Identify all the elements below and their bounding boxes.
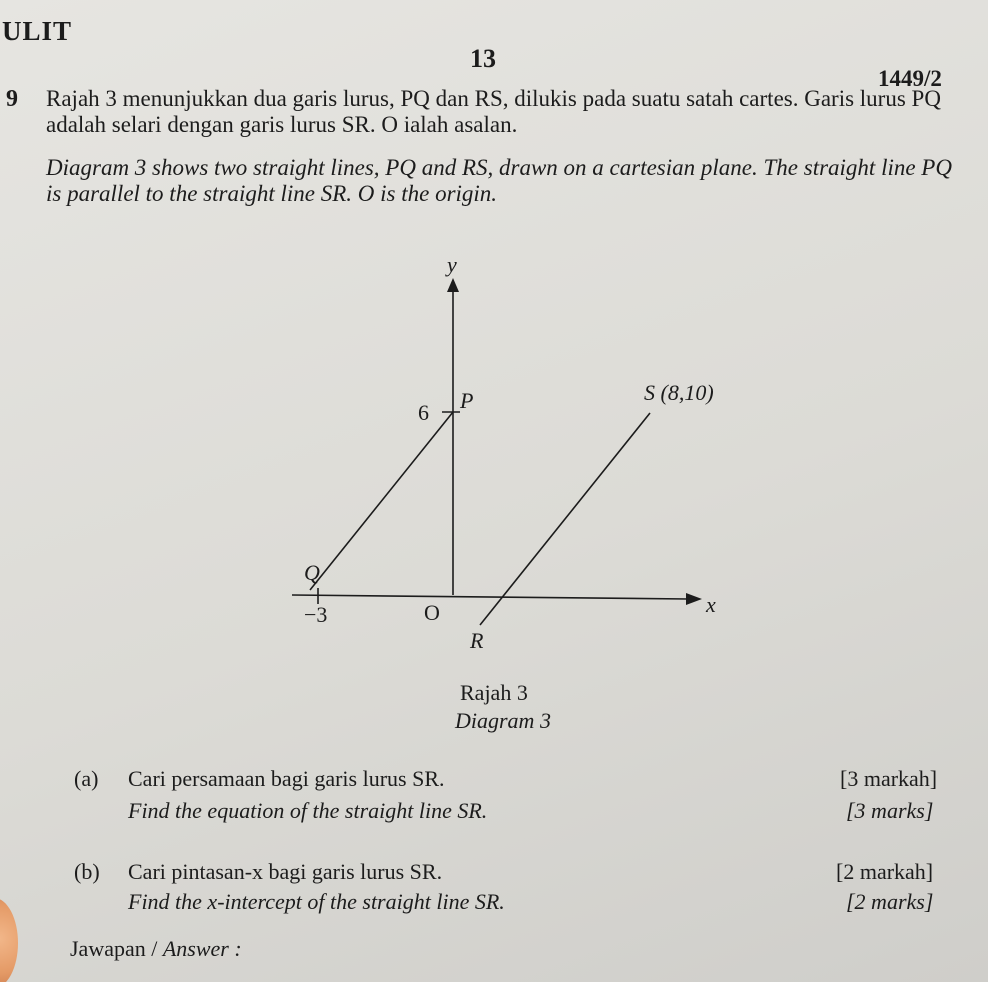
header-ulit: ULIT: [2, 16, 73, 46]
point-P-label: P: [460, 388, 474, 413]
point-S-label: S (8,10): [644, 380, 714, 405]
part-a-label: (a): [74, 766, 99, 791]
part-a-marks-english: [3 marks]: [846, 798, 934, 823]
paper-code: 1449/2: [878, 66, 942, 91]
x-axis-arrow: [686, 593, 702, 605]
x-axis-line: [292, 595, 688, 599]
finger-thumb: [0, 898, 18, 982]
point-Q-label: Q: [304, 560, 320, 585]
part-a-marks-malay: [3 markah]: [840, 766, 938, 791]
question-text-english: Diagram 3 shows two straight lines, PQ and RS, drawn on a cartesian plane. The straight line PQ is parallel to the straight line SR. O is the origin.: [46, 155, 952, 206]
question-number: 9: [6, 86, 18, 112]
diagram-caption-malay: Rajah 3: [460, 680, 528, 705]
line-RS: [480, 413, 650, 625]
part-b-text-english: Find the x-intercept of the straight line SR.: [128, 889, 505, 914]
question-text-malay: Rajah 3 menunjukkan dua garis lurus, PQ dan RS, dilukis pada suatu satah cartes. Garis lurus PQ adalah selari dengan garis lurus SR. O ialah asalan.: [46, 86, 941, 137]
answer-label-english: Answer :: [162, 936, 242, 961]
point-R-label: R: [470, 628, 484, 653]
y-axis-arrow: [447, 278, 459, 292]
answer-label: [70, 936, 242, 962]
part-a-text-english: Find the equation of the straight line SR.: [128, 798, 488, 823]
origin-label: O: [424, 600, 440, 625]
y-axis-label: y: [447, 252, 457, 277]
part-b-text-malay: Cari pintasan-x bagi garis lurus SR.: [128, 859, 443, 884]
x-axis-label: x: [706, 592, 716, 617]
part-b-marks-malay: [2 markah]: [836, 859, 934, 884]
part-b-label: (b): [74, 859, 100, 884]
diagram-svg: [270, 250, 750, 670]
tick-minus3-label: −3: [304, 602, 328, 627]
page-number: 13: [470, 44, 496, 73]
tick-6-label: 6: [418, 400, 429, 425]
diagram-caption-english: Diagram 3: [455, 708, 551, 733]
part-b-marks-english: [2 marks]: [846, 889, 934, 914]
line-PQ: [310, 412, 453, 590]
cartesian-diagram: [270, 250, 750, 670]
answer-label-malay: Jawapan /: [70, 936, 163, 961]
part-a-text-malay: Cari persamaan bagi garis lurus SR.: [128, 766, 445, 791]
